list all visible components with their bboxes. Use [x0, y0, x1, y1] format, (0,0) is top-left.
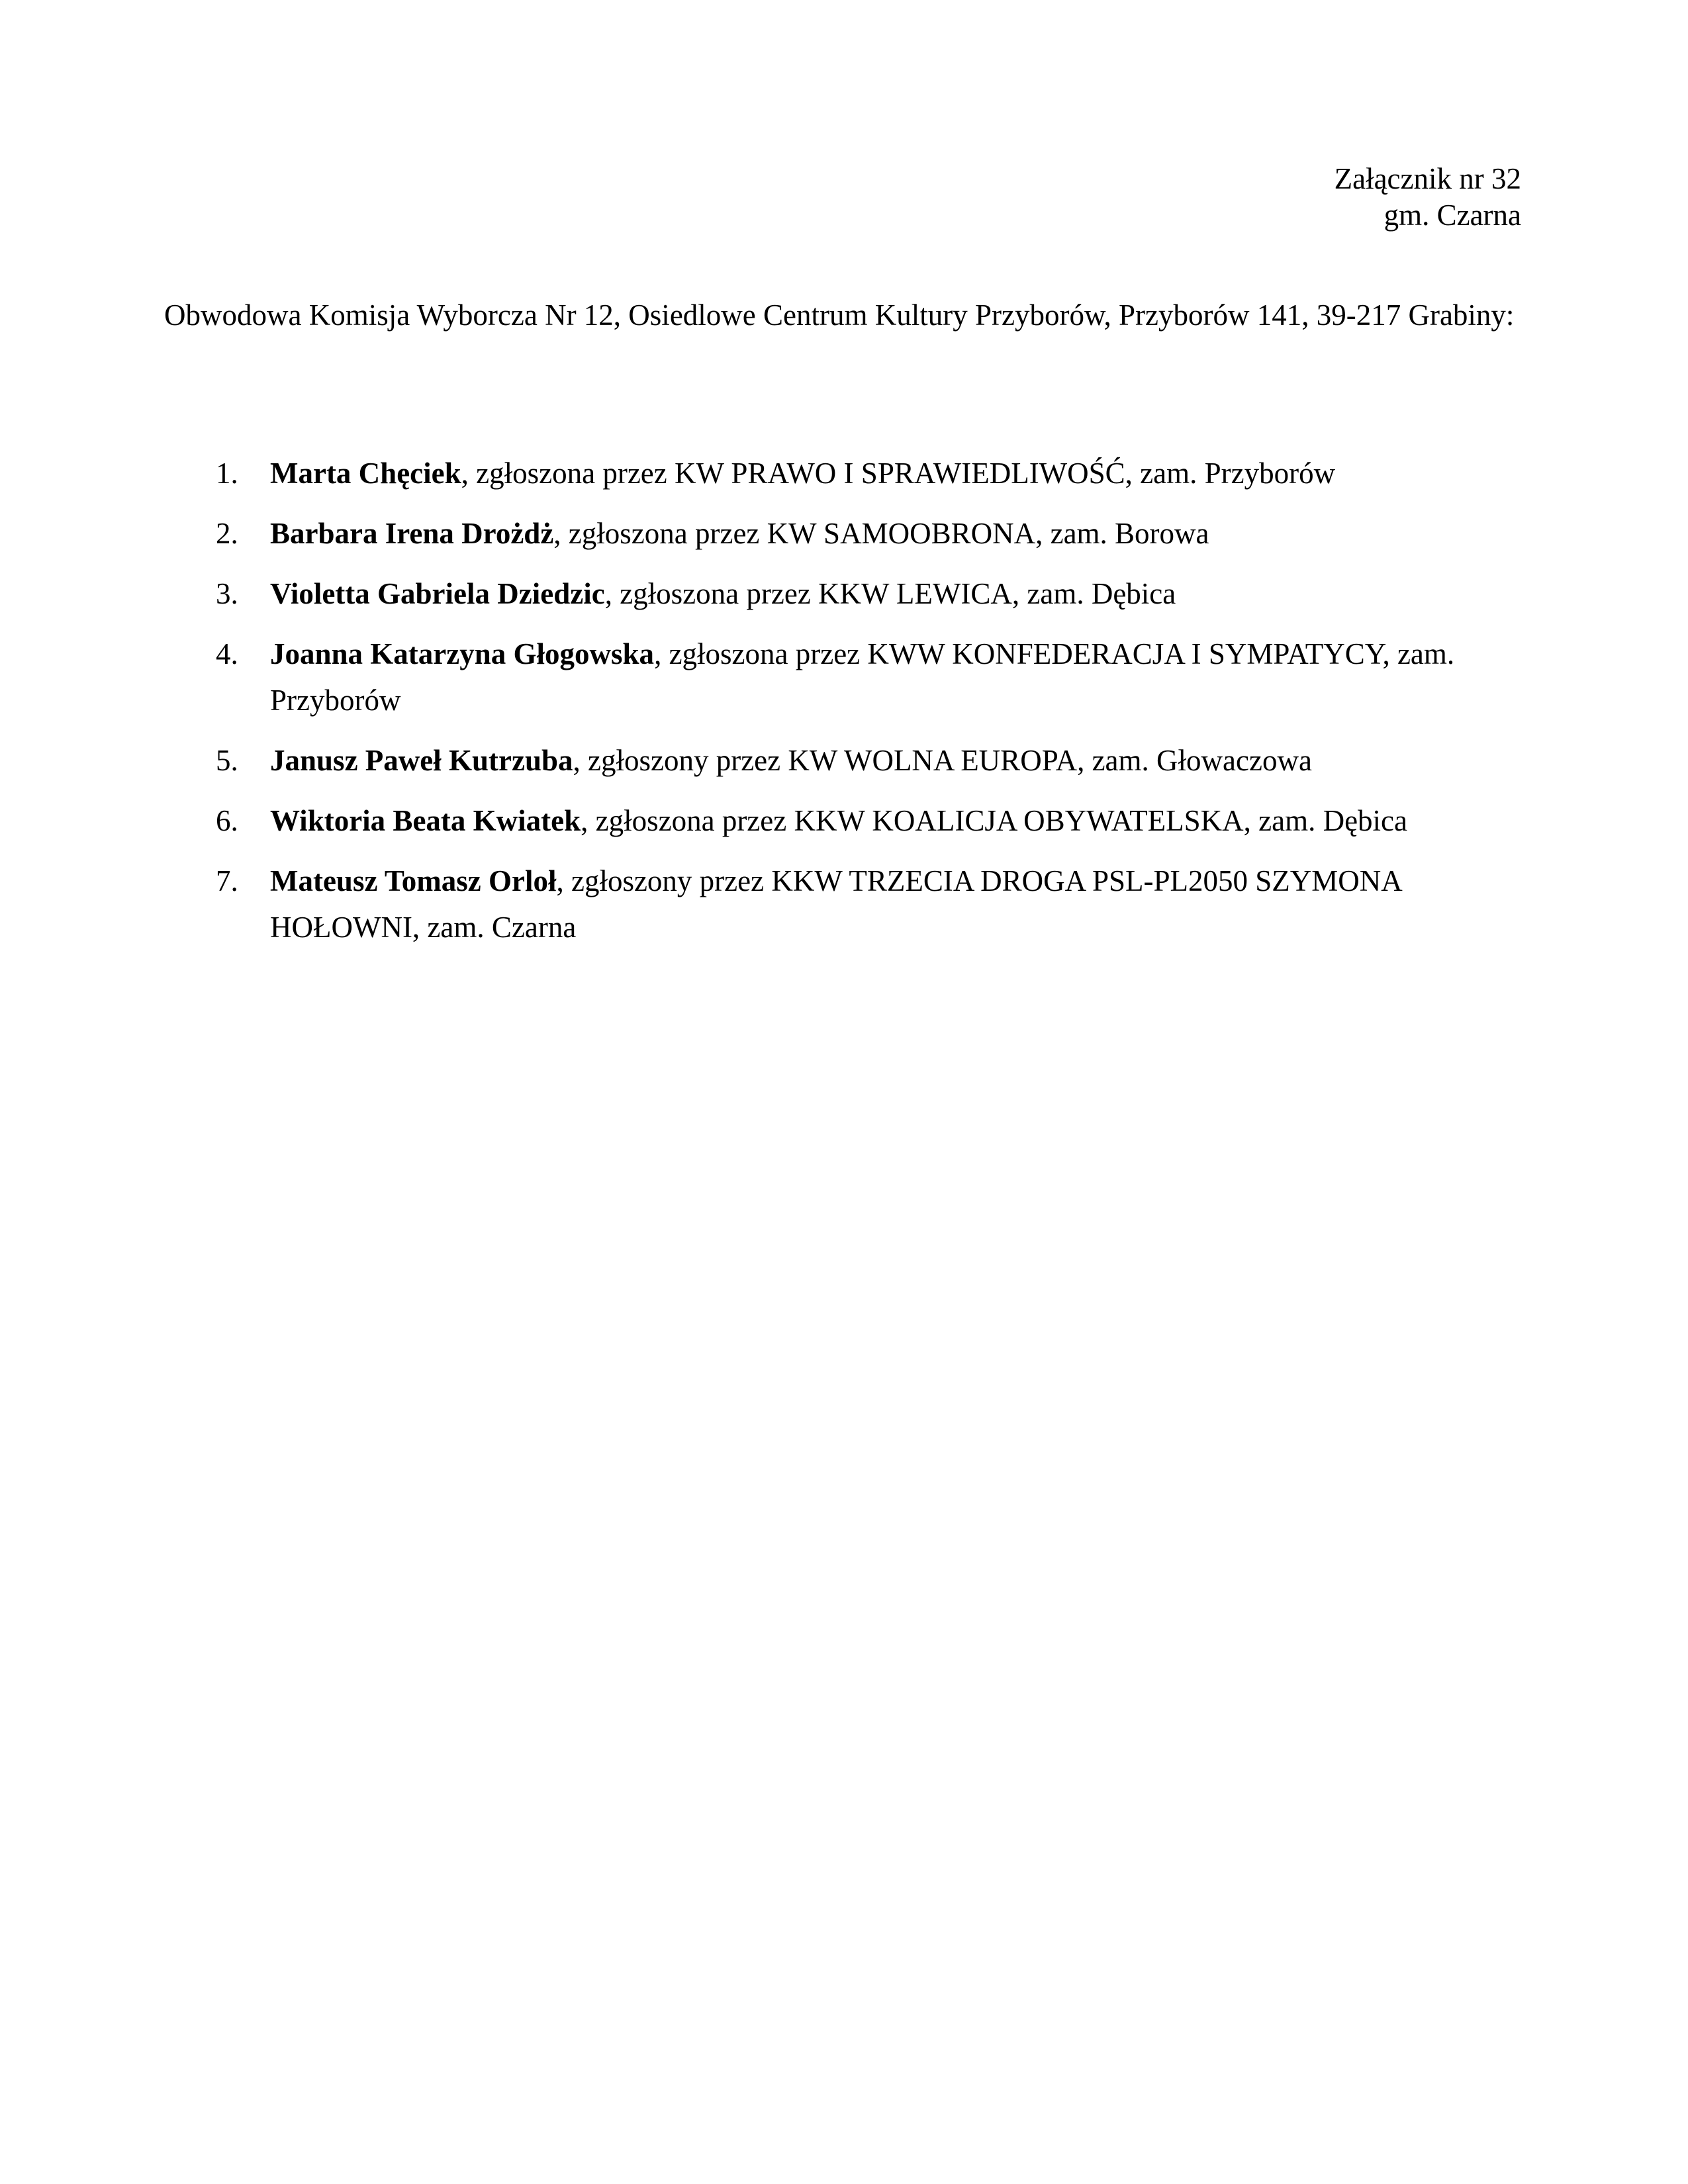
- list-item-number: 1.: [216, 457, 238, 490]
- attachment-header: [1335, 161, 1521, 234]
- list-item-number: 2.: [216, 517, 238, 550]
- list-item-number: 3.: [216, 577, 238, 610]
- member-name: Joanna Katarzyna Głogowska: [270, 637, 655, 670]
- member-details: , zgłoszony przez KKW TRZECIA DROGA PSL-PL2050 SZYMONA HOŁOWNI, zam. Czarna: [270, 864, 1401, 944]
- commission-address-text: Obwodowa Komisja Wyborcza Nr 12, Osiedlowe Centrum Kultury Przyborów, Przyborów 141, 39-217 Grabiny:: [164, 298, 1515, 332]
- member-name: Violetta Gabriela Dziedzic: [270, 577, 605, 610]
- member-name: Marta Chęciek: [270, 457, 461, 490]
- list-item: [164, 737, 1528, 784]
- members-list: [164, 450, 1528, 964]
- list-item: [164, 450, 1528, 496]
- member-details: , zgłoszona przez KKW LEWICA, zam. Dębica: [604, 577, 1176, 610]
- member-name: Mateusz Tomasz Orloł: [270, 864, 557, 897]
- member-details: , zgłoszona przez KWW KONFEDERACJA I SYMPATYCY, zam. Przyborów: [270, 637, 1455, 717]
- list-item: [164, 631, 1528, 723]
- list-item: [164, 858, 1528, 950]
- list-item-number: 5.: [216, 744, 238, 777]
- attachment-number: Załącznik nr 32: [1334, 162, 1521, 195]
- municipality-name: gm. Czarna: [1383, 199, 1521, 232]
- commission-description: [164, 285, 1534, 345]
- member-name: Barbara Irena Drożdż: [270, 517, 554, 550]
- member-details: , zgłoszona przez KKW KOALICJA OBYWATELSKA, zam. Dębica: [581, 804, 1408, 837]
- list-item-number: 4.: [216, 637, 238, 670]
- list-item: [164, 797, 1528, 844]
- list-item: [164, 510, 1528, 557]
- member-details: , zgłoszony przez KW WOLNA EUROPA, zam. Głowaczowa: [573, 744, 1312, 777]
- list-item-number: 6.: [216, 804, 238, 837]
- list-item: [164, 570, 1528, 617]
- member-details: , zgłoszona przez KW PRAWO I SPRAWIEDLIWOŚĆ, zam. Przyborów: [461, 457, 1336, 490]
- member-details: , zgłoszona przez KW SAMOOBRONA, zam. Borowa: [553, 517, 1209, 550]
- member-name: Wiktoria Beata Kwiatek: [270, 804, 581, 837]
- member-name: Janusz Paweł Kutrzuba: [270, 744, 573, 777]
- list-item-number: 7.: [216, 864, 238, 897]
